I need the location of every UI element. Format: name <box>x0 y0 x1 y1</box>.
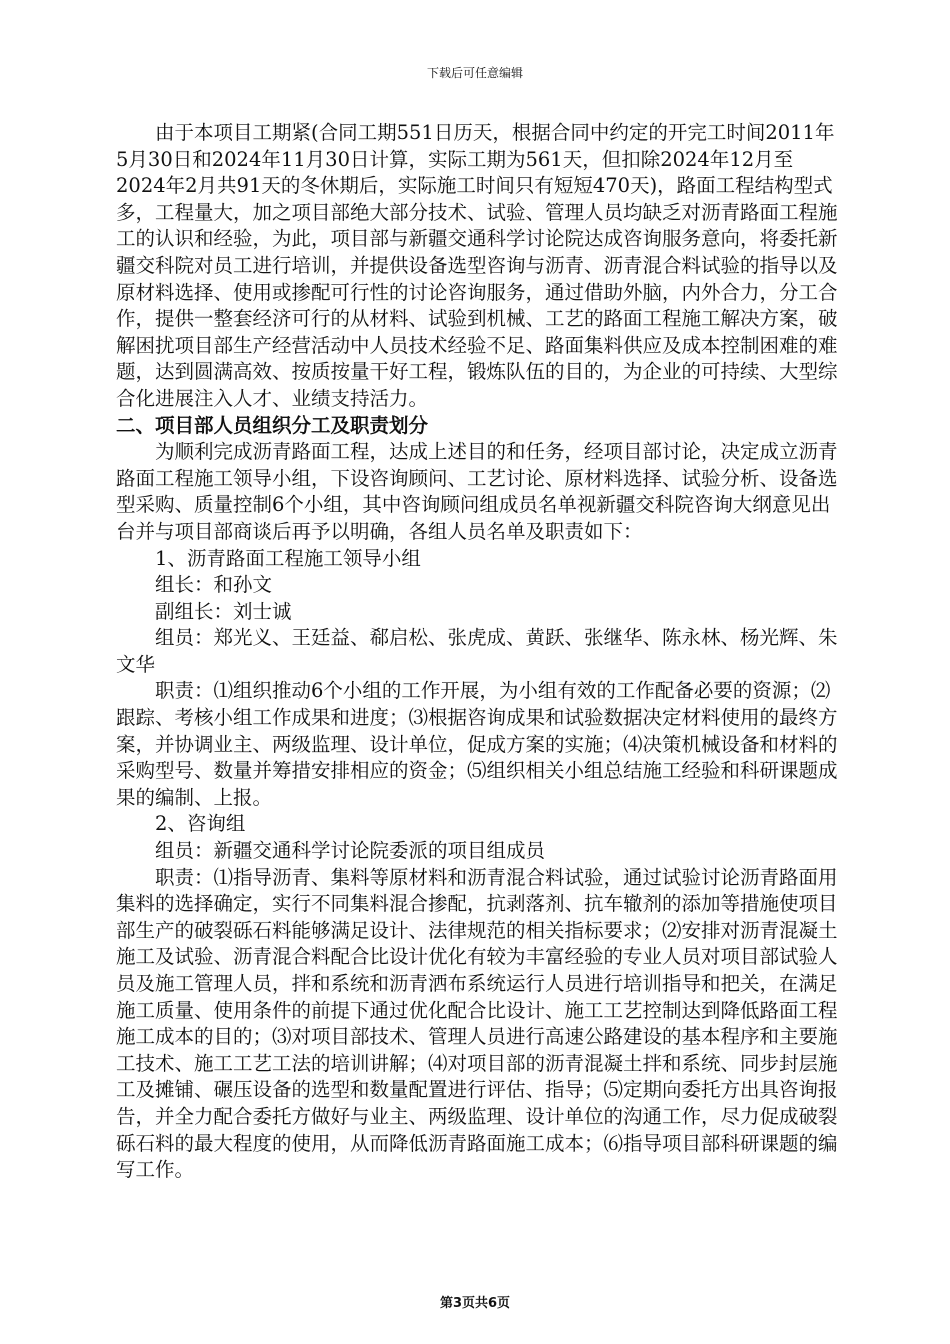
group2-duties: 职责：⑴指导沥青、集料等原材料和沥青混合料试验，通过试验讨论沥青路面用集料的选择确定，实行不同集料混合掺配，抗剥落剂、抗车辙剂的添加等措施使项目部生产的破裂砾石料能够满足设计、法律规范的相关指标要求；⑵安排对沥青混凝土施工及试验、沥青混合料配合比设计优化有较为丰富经验的专业人员对项目部试验人员及施工管理人员，拌和系统和沥青洒布系统运行人员进行培训指导和把关，在满足施工质量、使用条件的前提下通过优化配合比设计、施工工艺控制达到降低路面工程施工成本的目的；⑶对项目部技术、管理人员进行高速公路建设的基本程序和主要施工技术、施工工艺工法的培训讲解；⑷对项目部的沥青混凝土拌和系统、同步封层施工及摊铺、碾压设备的选型和数量配置进行评估、指导；⑸定期向委托方出具咨询报告，并全力配合委托方做好与业主、两级监理、设计单位的沟通工作，尽力促成破裂砾石料的最大程度的使用，从而降低沥青路面施工成本；⑹指导项目部科研课题的编写工作。 <box>116 865 838 1182</box>
group1-leader: 组长：和孙文 <box>155 573 273 597</box>
page-footer: 第3页共6页 <box>439 1296 511 1311</box>
group2-title: 2、咨询组 <box>155 812 246 836</box>
group1-title: 1、沥青路面工程施工领导小组 <box>155 546 421 570</box>
section-heading: 二、项目部人员组织分工及职责划分 <box>116 413 429 437</box>
document-body <box>116 120 842 1184</box>
header-note: 下载后可任意编辑 <box>426 66 523 80</box>
group2-members: 组员：新疆交通科学讨论院委派的项目组成员 <box>155 839 546 863</box>
group1-duties: 职责：⑴组织推动6个小组的工作开展，为小组有效的工作配备必要的资源；⑵跟踪、考核小组工作成果和进度；⑶根据咨询成果和试验数据决定材料使用的最终方案，并协调业主、两级监理、设计单位，促成方案的实施；⑷决策机械设备和材料的采购型号、数量并筹措安排相应的资金；⑸组织相关小组总结施工经验和科研课题成果的编制、上报。 <box>116 679 838 809</box>
group1-members: 组员：郑光义、王廷益、郗启松、张虎成、黄跃、张继华、陈永林、杨光辉、朱文华 <box>116 626 838 676</box>
section-intro-paragraph: 为顺利完成沥青路面工程，达成上述目的和任务，经项目部讨论，决定成立沥青路面工程施工领导小组，下设咨询顾问、工艺讨论、原材料选择、试验分析、设备选型采购、质量控制6个小组，其中咨询顾问组成员名单视新疆交科院咨询大纲意见出台并与项目部商谈后再予以明确，各组人员名单及职责如下： <box>116 440 838 543</box>
group1-deputy: 副组长：刘士诚 <box>155 599 292 623</box>
intro-paragraph: 由于本项目工期紧(合同工期551日历天，根据合同中约定的开完工时间2011年5月30日和2024年11月30日计算，实际工期为561天，但扣除2024年12月至2024年2月共91天的冬休期后，实际施工时间只有短短470天)，路面工程结构型式多，工程量大，加之项目部绝大部分技术、试验、管理人员均缺乏对沥青路面工程施工的认识和经验，为此，项目部与新疆交通科学讨论院达成咨询服务意向，将委托新疆交科院对员工进行培训，并提供设备选型咨询与沥青、沥青混合料试验的指导以及原材料选择、使用或掺配可行性的讨论咨询服务，通过借助外脑，内外合力，分工合作，提供一整套经济可行的从材料、试验到机械、工艺的路面工程施工解决方案，破解困扰项目部生产经营活动中人员技术经验不足、路面集料供应及成本控制困难的难题，达到圆满高效、按质按量干好工程，锻炼队伍的目的，为企业的可持续、大型综合化进展注入人才、业绩支持活力。 <box>116 121 838 410</box>
